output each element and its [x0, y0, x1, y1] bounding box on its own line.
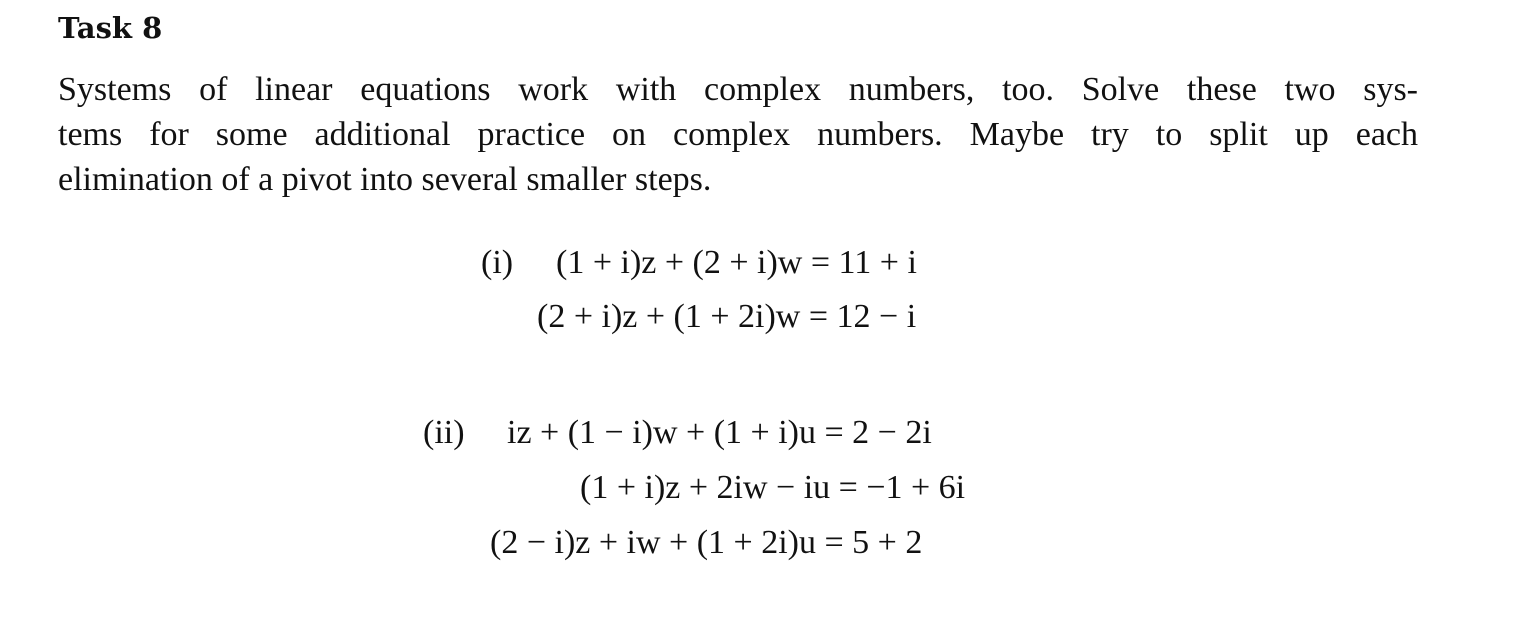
system-i-equation-1: (1 + i)z + (2 + i)w = 11 + i — [556, 244, 917, 281]
intro-line-1: Systems of linear equations work with complex numbers, too. Solve these two sys- — [58, 71, 1418, 108]
intro-line-2: tems for some additional practice on complex numbers. Maybe try to split up each — [58, 116, 1418, 153]
system-ii-label: (ii) — [423, 414, 465, 451]
system-ii-equation-2: (1 + i)z + 2iw − iu = −1 + 6i — [580, 469, 966, 506]
intro-line-3: elimination of a pivot into several smaller steps. — [58, 161, 712, 198]
system-i-equation-2: (2 + i)z + (1 + 2i)w = 12 − i — [537, 298, 917, 335]
system-ii-equation-1: iz + (1 − i)w + (1 + i)u = 2 − 2i — [507, 414, 932, 451]
system-ii-equation-3: (2 − i)z + iw + (1 + 2i)u = 5 + 2 — [490, 524, 923, 561]
task-title: Task 8 — [58, 11, 163, 45]
system-i-label: (i) — [481, 244, 514, 281]
